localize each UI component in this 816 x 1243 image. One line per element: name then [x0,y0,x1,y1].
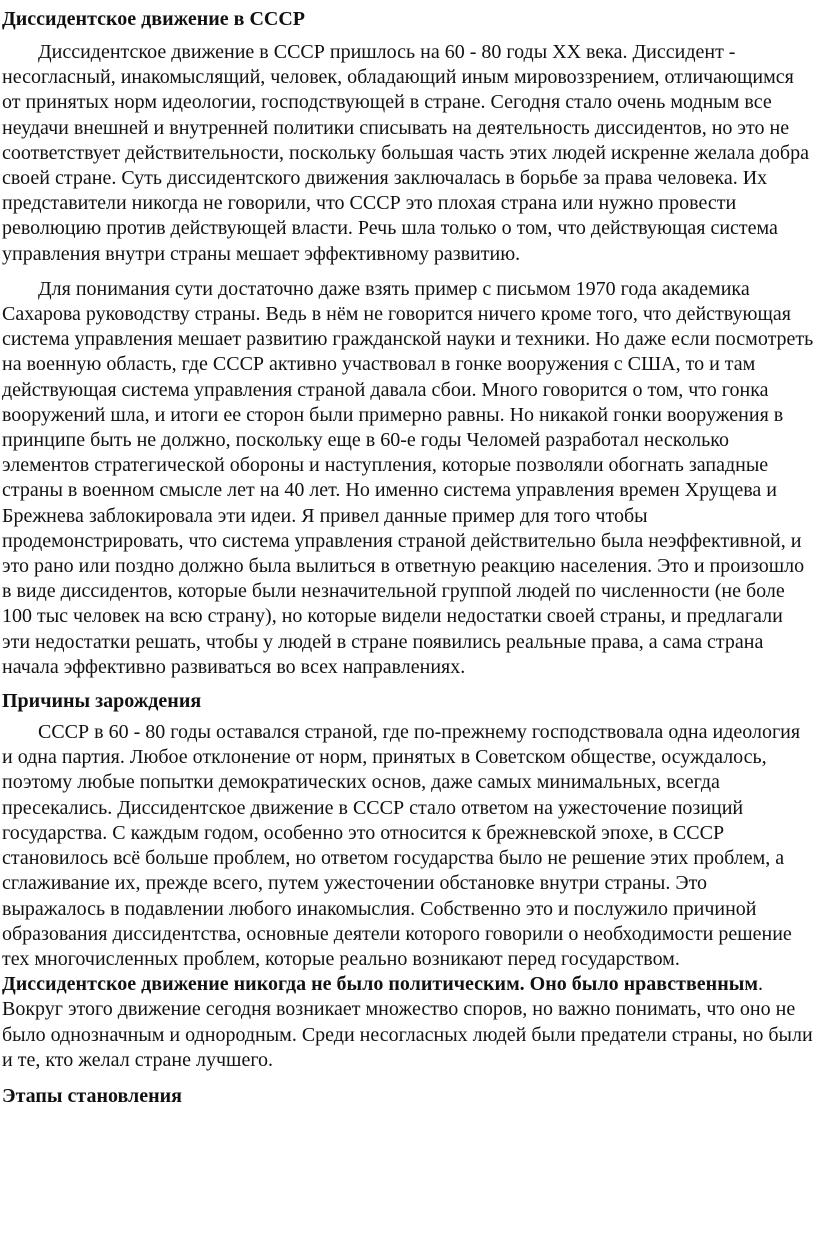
document-title: Диссидентское движение в СССР [2,8,305,30]
paragraph-intro: Диссидентское движение в СССР пришлось на 60 - 80 годы XX века. Диссидент - несогласный, инакомыслящий, человек, обладающий иным мировоззрением, отличающимся от принятых норм идеологии, господствующей в стране. Сегодня стало очень модным все неудачи внешней и внутренней политики списывать на деятельность диссидентов, но это не соответствует действительности, поскольку большая часть этих людей искренне желала добра своей стране. Суть диссидентского движения заключалась в борьбе за права человека. Их представители никогда не говорили, что СССР это плохая страна или нужно провести революцию против действующей власти. Речь шла только о том, что действующая система управления внутри страны мешает эффективному развитию. [2,41,809,265]
paragraph-origins: СССР в 60 - 80 годы оставался страной, где по-прежнему господствовала одна идеология и одна партия. Любое отклонение от норм, принятых в Советском обществе, осуждалось, поэтому любые попытки демократических основ, даже самых минимальных, всегда пресекались. Диссидентское движение в СССР стало ответом на ужесточение позиций государства. С каждым годом, особенно это относится к брежневской эпохе, в СССР становилось всё больше проблем, но ответом государства было не решение этих проблем, а сглаживание их, прежде всего, путем ужесточении обстановке внутри страны. Это выражалось в подавлении любого инакомыслия. Собственно это и послужило причиной образования диссидентства, основные деятели которого говорили о необходимости решение тех многочисленных проблем, которые реально возникают перед государством. [2,721,801,970]
section-title-origins: Причины зарождения [2,690,202,713]
section-title-stages: Этапы становления [2,1084,182,1107]
paragraph-moral-movement-text: . Вокруг этого движение сегодня возникает множество споров, но важно понимать, что оно не было однозначным и однородным. Среди несогласных людей были предатели страны, но были и те, кто желал стране лучшего. [2,973,813,1071]
bold-statement: Диссидентское движение никогда не было политическим. Оно было нравственным [2,973,758,996]
paragraph-sakharov-letter: Для понимания сути достаточно даже взять пример с письмом 1970 года академика Сахарова руководству страны. Ведь в нём не говорится ничего кроме того, что действующая система управления мешает развитию гражданской науки и техники. Но даже если посмотреть на военную область, где СССР активно участвовал в гонке вооружения с США, то и там действующая система управления страной давала сбои. Много говорится о том, что гонка вооружений шла, и итоги ее сторон были примерно равны. Но никакой гонки вооружения в принципе быть не должно, поскольку еще в 60-е годы Челомей разработал несколько элементов стратегической обороны и наступления, которые позволяли обогнать западные страны в военном смысле лет на 40 лет. Но именно система управления времен Хрущева и Брежнева заблокировала эти идеи. Я привел данные пример для того чтобы продемонстрировать, что система управления страной действительно была неэффективной, и это рано или поздно должно была вылиться в ответную реакцию населения. Это и произошло в виде диссидентов, которые были незначительной группой людей по численности (не боле 100 тыс человек на всю страну), но которые видели недостатки своей страны, и предлагали эти недостатки решать, чтобы у людей в стране появились реальные права, а сама страна начала эффективно развиваться во всех направлениях. [2,277,814,678]
paragraph-moral-movement [2,972,814,1073]
